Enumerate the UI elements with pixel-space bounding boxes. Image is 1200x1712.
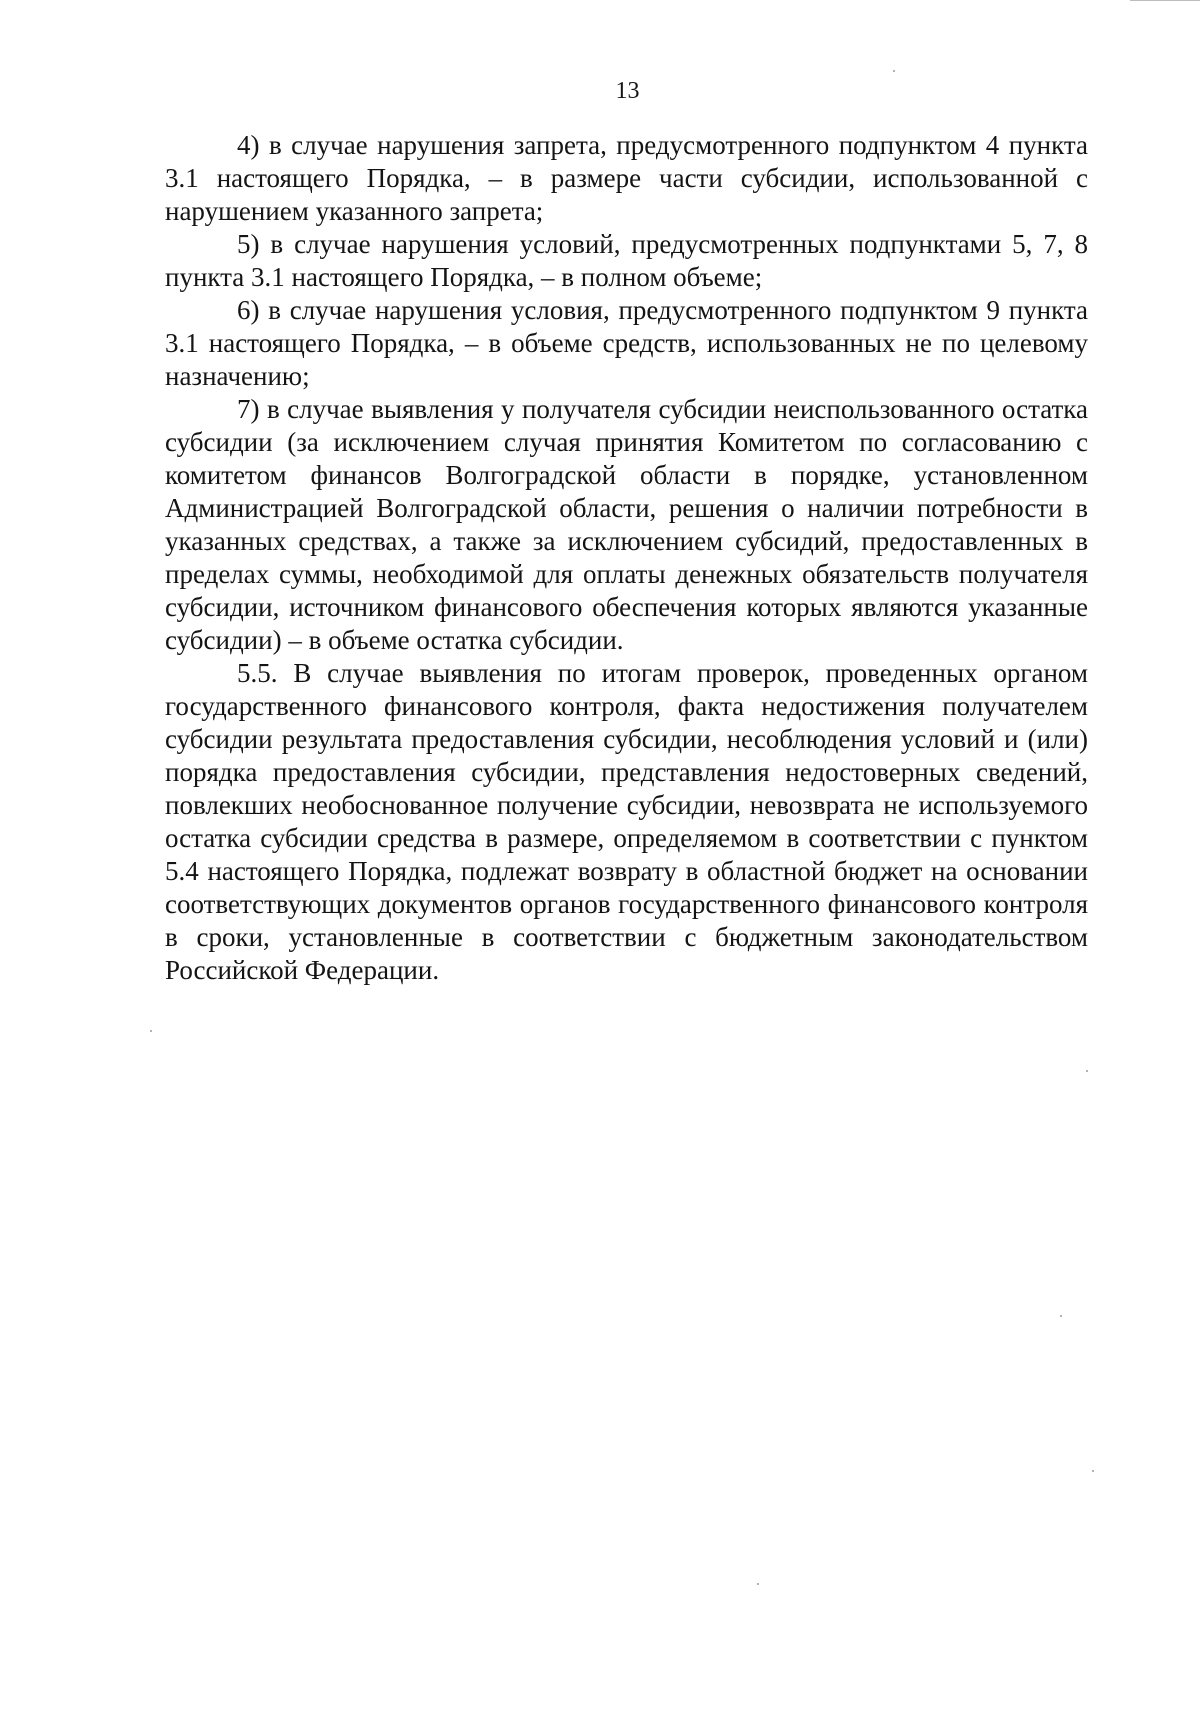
paragraph-section-5-5: 5.5. В случае выявления по итогам проверок, проведенных органом государственного финансового контроля, факта недостижения получателем субсидии результата предоставления субсидии, несоблюдения условий и (или) порядка предоставления субсидии, представления недостоверных сведений, повлекших необоснованное получение субсидии, невозврата не используемого остатка субсидии средства в размере, определяемом в соответствии с пунктом 5.4 настоящего Порядка, подлежат возврату в областной бюджет на основании соответствующих документов органов государственного финансового контроля в сроки, установленные в соответствии с бюджетным законодательством Российской Федерации. [165,658,1088,985]
page-number: 13 [615,78,640,104]
document-body [165,129,1088,987]
paragraph-item-4: 4) в случае нарушения запрета, предусмотренного подпунктом 4 пункта 3.1 настоящего Порядка, – в размере части субсидии, использованной с нарушением указанного запрета; [165,130,1088,226]
scan-speck [757,1583,759,1585]
scan-speck [1092,1470,1094,1472]
scan-edge-mark [1130,0,1200,11]
scan-speck [1086,1070,1088,1072]
paragraph-item-7: 7) в случае выявления у получателя субсидии неиспользованного остатка субсидии (за исключением случая принятия Комитетом по согласованию с комитетом финансов Волгоградской области в порядке, установленном Администрацией Волгоградской области, решения о наличии потребности в указанных средствах, а также за исключением субсидий, предоставленных в пределах суммы, необходимой для оплаты денежных обязательств получателя субсидии, источником финансового обеспечения которых являются указанные субсидии) – в объеме остатка субсидии. [165,394,1088,655]
scan-speck [893,70,895,72]
scan-speck [150,1030,152,1032]
paragraph-item-5: 5) в случае нарушения условий, предусмотренных подпунктами 5, 7, 8 пункта 3.1 настоящего Порядка, – в полном объеме; [165,229,1088,292]
scan-speck [1060,1315,1062,1317]
paragraph-item-6: 6) в случае нарушения условия, предусмотренного подпунктом 9 пункта 3.1 настоящего Порядка, – в объеме средств, использованных не по целевому назначению; [165,295,1088,391]
